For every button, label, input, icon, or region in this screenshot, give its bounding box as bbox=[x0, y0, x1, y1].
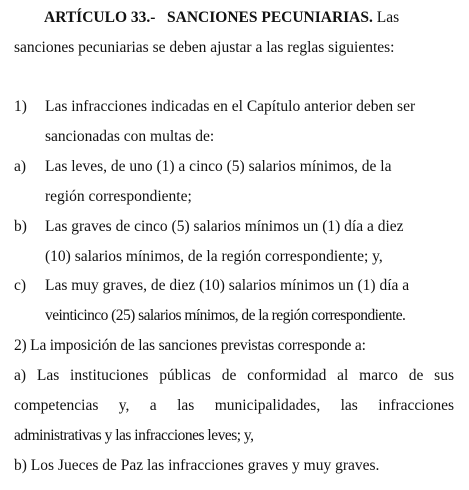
item-c-line2: veinticinco (25) salarios mínimos, de la región correspondiente. bbox=[45, 307, 406, 324]
article-number: ARTÍCULO 33.- bbox=[44, 9, 156, 26]
article-title: SANCIONES PECUNIARIAS. bbox=[167, 9, 373, 26]
item-2a-line3: administrativas y las infracciones leves; y, bbox=[14, 427, 254, 444]
article-heading-line bbox=[44, 8, 456, 28]
item-2a-line2: competencias y, a las municipalidades, las infracciones bbox=[14, 397, 454, 414]
item-1-line2: sancionadas con multas de: bbox=[45, 128, 215, 145]
item-c-line1: Las muy graves, de diez (10) salarios mínimos un (1) día a bbox=[45, 277, 410, 294]
item-b-line2: (10) salarios mínimos, de la región correspondiente; y, bbox=[45, 248, 383, 265]
item-a-marker: a) bbox=[14, 158, 27, 175]
item-a-line2: región correspondiente; bbox=[45, 188, 192, 205]
intro-text: sanciones pecuniarias se deben ajustar a las reglas siguientes: bbox=[14, 39, 395, 56]
item-2a-line1: a) Las instituciones públicas de conformidad al marco de sus bbox=[14, 367, 454, 384]
item-b-marker: b) bbox=[14, 218, 27, 235]
item-c-marker: c) bbox=[14, 277, 27, 294]
item-1-marker: 1) bbox=[14, 98, 27, 115]
item-b-line1: Las graves de cinco (5) salarios mínimos un (1) día a diez bbox=[45, 218, 404, 235]
item-2b-text: b) Los Jueces de Paz las infracciones graves y muy graves. bbox=[14, 457, 380, 474]
item-1-line1: Las infracciones indicadas en el Capítulo anterior deben ser bbox=[45, 98, 416, 115]
item-2-text: 2) La imposición de las sanciones previstas corresponde a: bbox=[14, 337, 366, 354]
intro-text-start: Las bbox=[376, 9, 400, 26]
item-a-line1: Las leves, de uno (1) a cinco (5) salarios mínimos, de la bbox=[45, 158, 392, 175]
